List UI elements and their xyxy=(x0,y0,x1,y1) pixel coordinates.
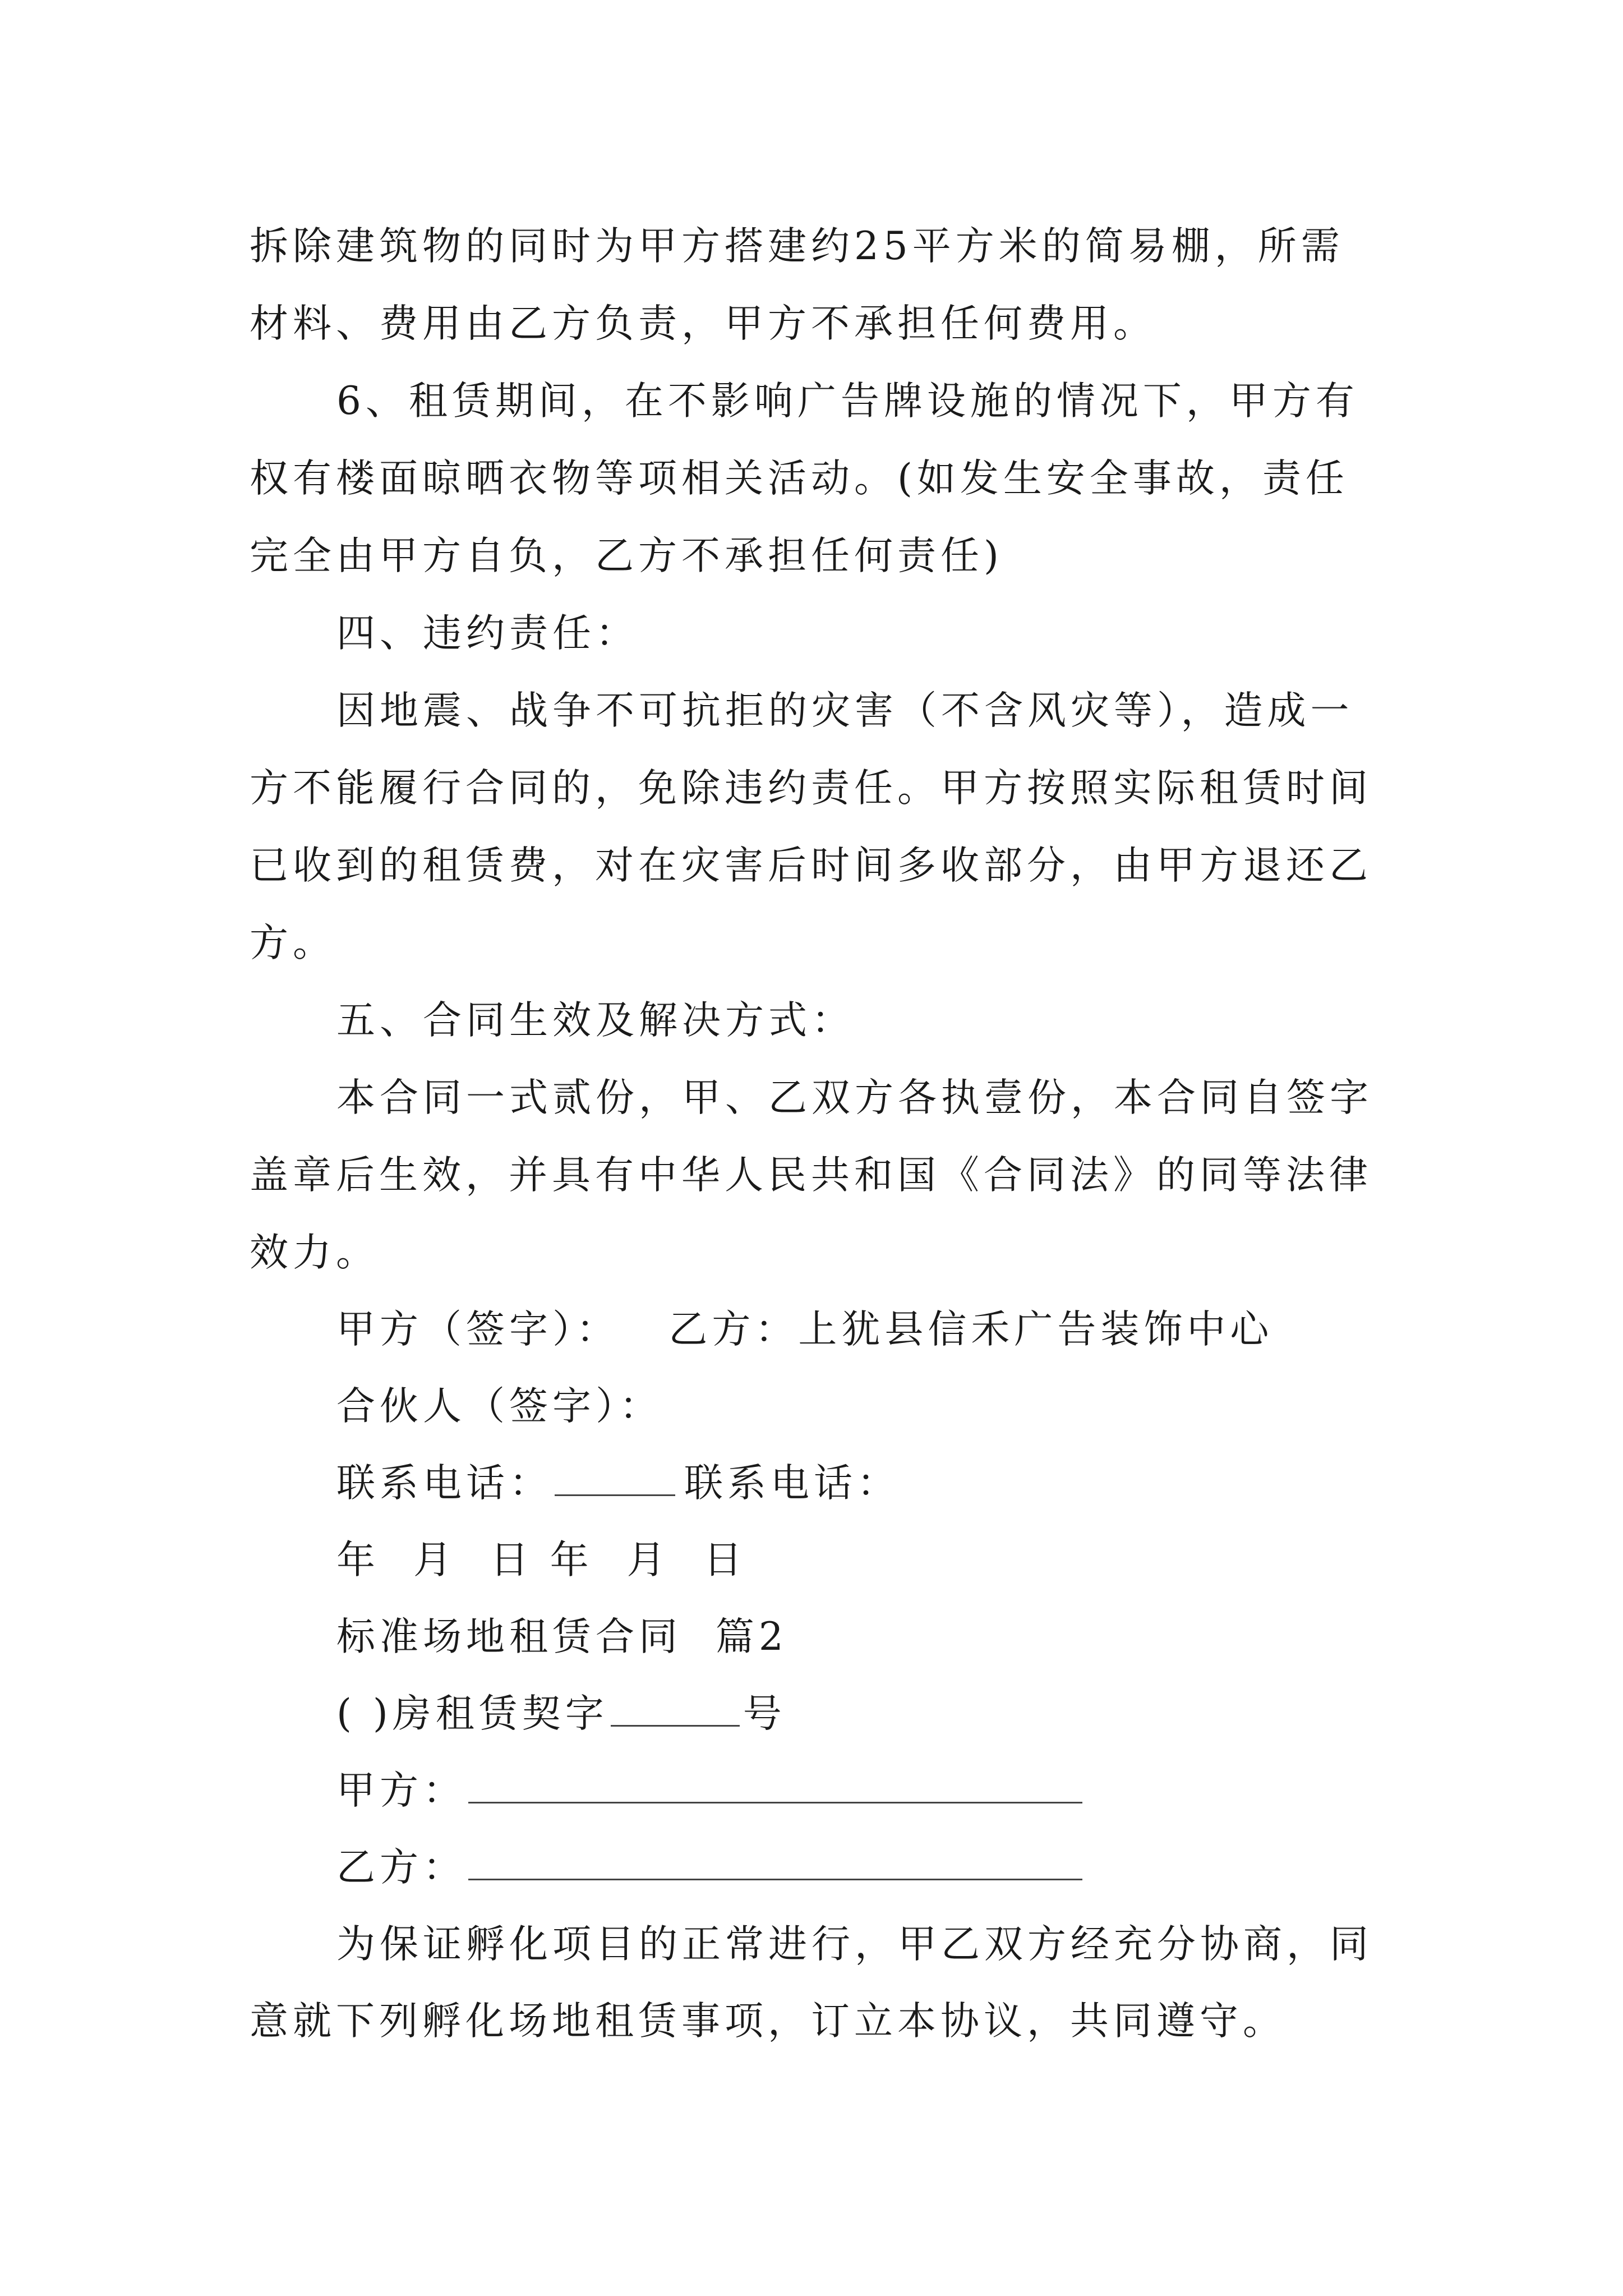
phone-b-label: 联系电话： xyxy=(684,1461,900,1506)
paragraph-line: 拆除建筑物的同时为甲方搭建约25平方米的简易棚，所需 xyxy=(250,224,1344,269)
section-4-line: 因地震、战争不可抗拒的灾害（不含风灾等），造成一 xyxy=(336,688,1354,733)
party-b-row xyxy=(250,1829,1374,1906)
contract-number-blank[interactable] xyxy=(611,1719,740,1727)
section-4-line: 已收到的租赁费，对在灾害后时间多收部分，由甲方退还乙 xyxy=(250,843,1372,888)
party-a-blank[interactable] xyxy=(468,1796,1082,1803)
section-5-line: 本合同一式贰份，甲、乙双方各执壹份，本合同自签字 xyxy=(336,1075,1373,1120)
contract-number-row xyxy=(250,1676,1374,1752)
phone-a-label: 联系电话： xyxy=(336,1461,552,1506)
clause-6-line: 权有楼面晾晒衣物等项相关活动。(如发生安全事故，责任 xyxy=(250,456,1349,501)
intro-line: 意就下列孵化场地租赁事项，订立本协议，共同遵守。 xyxy=(250,1999,1286,2044)
contract-number-prefix: ( )房租赁契字 xyxy=(336,1691,608,1736)
intro-line: 为保证孵化项目的正常进行，甲乙双方经充分协商，同 xyxy=(336,1922,1373,1967)
party-a-sign-label: 甲方（签字）： xyxy=(336,1307,620,1352)
section-5-line: 效力。 xyxy=(250,1230,379,1275)
date-line: 年 月 日 年 月 日 xyxy=(336,1538,747,1582)
document-body xyxy=(250,208,1374,2060)
party-b-name: 乙方：上犹县信禾广告装饰中心 xyxy=(668,1307,1274,1352)
section-5-heading: 五、合同生效及解决方式： xyxy=(336,998,855,1043)
party-a-label: 甲方： xyxy=(336,1768,466,1813)
clause-6-line: 完全由甲方自负，乙方不承担任何责任) xyxy=(250,533,1003,578)
contract-number-suffix: 号 xyxy=(743,1691,786,1736)
section-4-line: 方。 xyxy=(250,921,336,965)
paragraph-line: 材料、费用由乙方负责，甲方不承担任何费用。 xyxy=(250,301,1156,346)
party-a-row xyxy=(250,1752,1374,1829)
contract-2-title: 标准场地租赁合同 篇2 xyxy=(336,1614,788,1659)
signature-row-phones xyxy=(250,1445,1374,1522)
partner-sign-label: 合伙人（签字）： xyxy=(336,1384,663,1429)
section-4-heading: 四、违约责任： xyxy=(336,611,639,656)
section-5-line: 盖章后生效，并具有中华人民共和国《合同法》的同等法律 xyxy=(250,1153,1372,1198)
signature-row-parties xyxy=(250,1291,1374,1368)
section-4-line: 方不能履行合同的，免除违约责任。甲方按照实际租赁时间 xyxy=(250,766,1372,811)
phone-a-blank[interactable] xyxy=(555,1489,675,1496)
party-b-label: 乙方： xyxy=(336,1845,466,1890)
clause-6-line: 6、租赁期间，在不影响广告牌设施的情况下，甲方有 xyxy=(336,379,1359,424)
party-b-blank[interactable] xyxy=(468,1873,1082,1880)
